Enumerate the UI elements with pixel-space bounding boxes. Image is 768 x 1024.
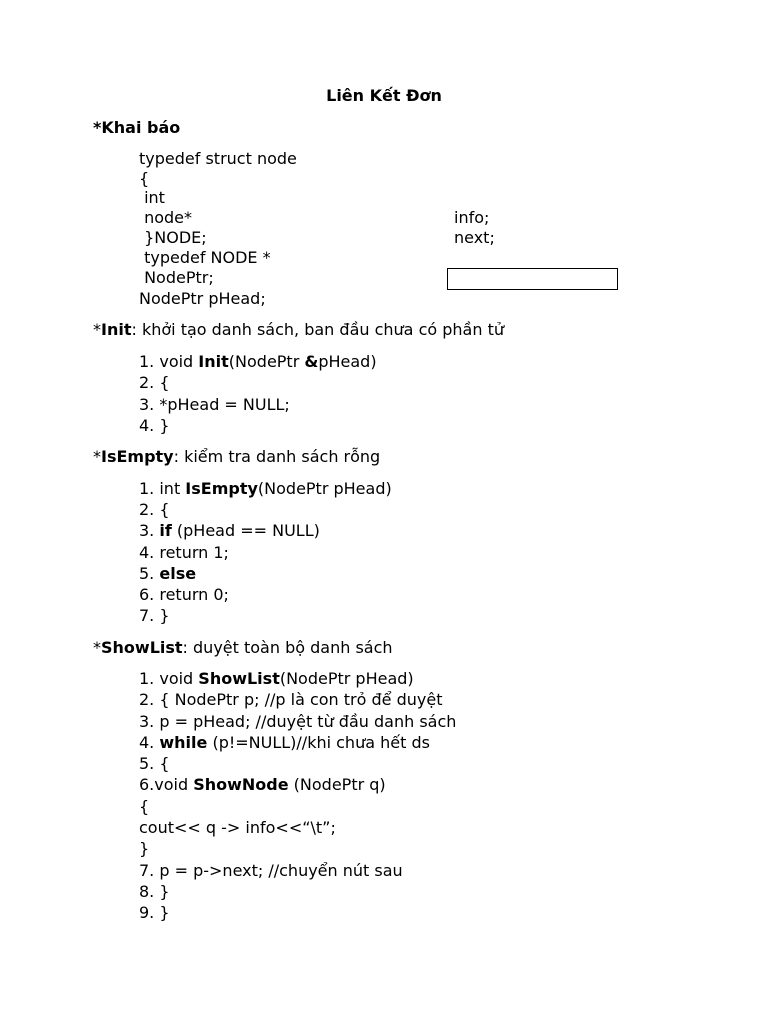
code-line: 1. void Init(NodePtr &pHead): [139, 352, 377, 371]
code-line: 2. {: [139, 373, 170, 392]
code-line: 4. while (p!=NULL)//khi chưa hết ds: [139, 733, 430, 752]
code-line: 9. }: [139, 903, 170, 922]
code-line: NodePtr pHead;: [139, 289, 266, 308]
code-line: 7. p = p->next; //chuyển nút sau: [139, 861, 403, 880]
page-title: Liên Kết Đơn: [326, 86, 442, 105]
empty-text-box: [447, 268, 618, 290]
code-line: 7. }: [139, 606, 170, 625]
section-heading-showlist: *ShowList: duyệt toàn bộ danh sách: [93, 638, 393, 657]
code-line: NodePtr;: [139, 268, 214, 287]
code-line: 3. p = pHead; //duyệt từ đầu danh sách: [139, 712, 457, 731]
code-line: int: [139, 188, 165, 207]
code-line: 5. {: [139, 754, 170, 773]
code-line: 8. }: [139, 882, 170, 901]
code-line: 5. else: [139, 564, 197, 583]
code-line: 2. {: [139, 500, 170, 519]
code-line: 3. *pHead = NULL;: [139, 395, 290, 414]
code-line-right: info;: [454, 208, 490, 227]
code-line: 1. void ShowList(NodePtr pHead): [139, 669, 414, 688]
code-line: typedef NODE *: [139, 248, 271, 267]
code-line: {: [139, 797, 150, 816]
section-heading-declare: *Khai báo: [93, 118, 181, 137]
section-heading-isempty: *IsEmpty: kiểm tra danh sách rỗng: [93, 447, 381, 466]
code-line: node*: [139, 208, 193, 227]
code-line: 1. int IsEmpty(NodePtr pHead): [139, 479, 392, 498]
code-line-right: next;: [454, 228, 495, 247]
code-line: }: [139, 839, 150, 858]
code-line: 2. { NodePtr p; //p là con trỏ để duyệt: [139, 690, 443, 709]
section-heading-init: *Init: khởi tạo danh sách, ban đầu chưa có phần tử: [93, 320, 504, 339]
code-line: 3. if (pHead == NULL): [139, 521, 320, 540]
code-line: typedef struct node: [139, 149, 297, 168]
code-line: 6.void ShowNode (NodePtr q): [139, 775, 386, 794]
code-line: 4. return 1;: [139, 543, 229, 562]
code-line: 6. return 0;: [139, 585, 229, 604]
code-line: {: [139, 169, 150, 188]
code-line: 4. }: [139, 416, 170, 435]
code-line: }NODE;: [139, 228, 207, 247]
code-line: cout<< q -> info<<“\t”;: [139, 818, 336, 837]
